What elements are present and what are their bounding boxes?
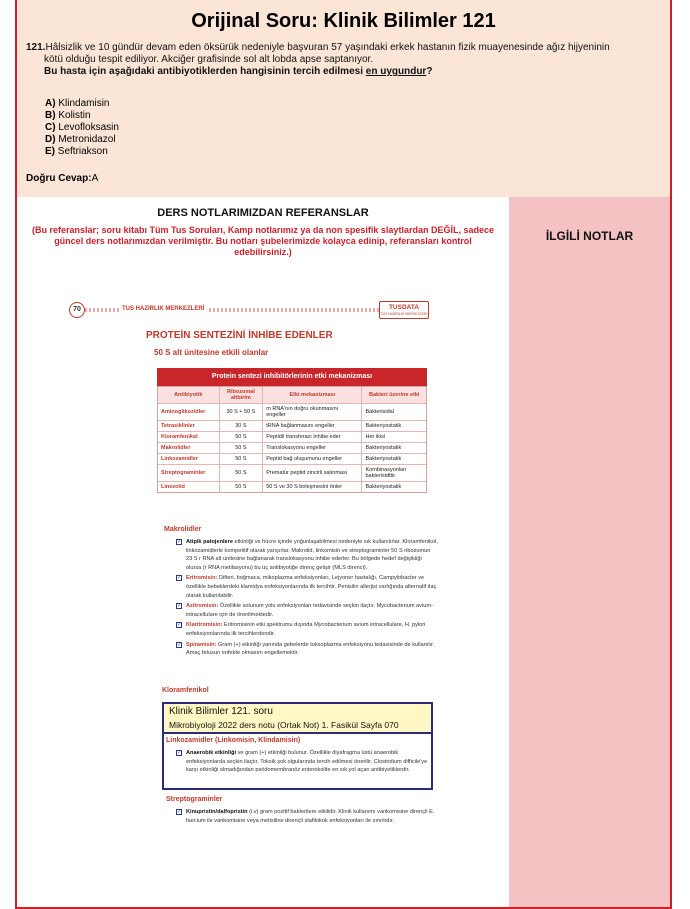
callout-line-1: Klinik Bilimler 121. soru [169,706,273,717]
question-panel [17,0,670,197]
table-header: Ribozomal altbirim [220,387,264,403]
table-cell: Bakteriyostatik [365,445,402,451]
option-letter: D) [45,134,56,145]
table-cell: 50 S ve 30 S birleşmesini önler [263,482,362,492]
option-c [45,122,119,134]
option-letter: A) [45,98,56,109]
book-title: PROTEİN SENTEZİNİ İNHİBE EDENLER [146,330,333,341]
item-keyword: Klaritromisin: [186,622,223,629]
table-cell: 50 S [220,443,264,453]
item-keyword: Azitromisin: [186,603,219,610]
table-cell: Bakteriyostatik [365,423,402,429]
page-frame [15,0,672,909]
checkbox-icon: ✓ [177,750,182,756]
book-subtitle: 50 S alt ünitesine etkili olanlar [154,348,269,357]
section-makrolidler: Makrolidler [164,526,202,533]
table-cell: m RNA'nın doğru okunmasını engeller [263,404,362,420]
option-e [45,146,119,158]
checkbox-icon: ✓ [177,603,182,610]
reference-title: DERS NOTLARIMIZDAN REFERANSLAR [157,207,369,219]
option-b [45,110,119,122]
item-text: ve gram (+) etkinliği bulunur. Özellikle diyafragma üstü anaerobik enfeksiyonlarda seçkin ilaçtır. Toksik şok olgularında tercih edilmesi önerilir. Clostridium difficile'ye karşı etkinliği olmadığından psödomembranöz enterokolite en sık yol açan antibiyotiklerdir. [186,750,428,774]
table-cell: Makrolidler [158,443,220,453]
table-header: Etki mekanizması [263,387,362,403]
option-letter: E) [45,146,55,157]
option-text: Levofloksasin [58,122,119,133]
checkbox-icon: ✓ [177,641,182,648]
item-text: Gram (+) etkinliği yanında gebelerde toksoplazma enfeksiyonu tedavisinde de kullanılır. Amaç fetusun enfekte olmasını engellemektir. [186,641,435,657]
answer-value: A [91,173,99,184]
options-list [45,98,119,158]
table-cell: Aminoglikozidler [158,404,220,420]
list-item [176,621,438,638]
item-keyword: Kinupristin/dalfopristin [186,809,248,815]
table-row [158,404,426,421]
makrolid-list [176,538,438,660]
table-cell: Translokasyonu engeller [263,443,362,453]
page-title: Orijinal Soru: Klinik Bilimler 121 [191,10,496,32]
option-a [45,98,119,110]
table-header: Bakteri üzerine etki [369,392,420,398]
table-cell: Bakteriyostatik [365,456,402,462]
checkbox-icon: ✓ [177,622,182,629]
table-cell: Kloramfenikol [158,432,220,442]
list-item [176,574,438,600]
table-row [158,465,426,482]
table-cell: 30 S + 50 S [220,404,264,420]
question-text [26,42,656,78]
reference-panel [17,197,509,907]
table-cell: Kombinasyonları bakterisidttir. [365,467,407,479]
strepto-list [176,808,438,827]
table-cell: Tetrasiklinler [158,421,220,431]
table-cell: 50 S [220,432,264,442]
table-row [158,482,426,492]
option-letter: B) [45,110,56,121]
option-d [45,134,119,146]
table-row [158,432,426,443]
table-cell: Linezolid [158,482,220,492]
question-prompt-underline: en uygundur [365,66,427,77]
question-prompt-text: Bu hasta için aşağıdaki antibiyotiklerden hangisinin tercih edilmesi [44,66,366,77]
logo-subtext: TUS HAZIRLIK MERKEZLERİ [380,312,428,316]
list-item [176,641,438,658]
list-item [176,538,438,572]
table-cell: 50 S [220,465,264,481]
table-cell: 50 S [220,454,264,464]
question-prompt-mark: ? [426,66,433,77]
table-cell: Her ikisi [365,434,386,440]
linkozamid-list [176,749,431,777]
callout-line-2: Mikrobiyoloji 2022 ders notu (Ortak Not) 1. Fasikül Sayfa 070 [169,720,399,730]
table-cell: Prematür peptid zincirli salınması [263,465,362,481]
table-cell: Peptidil transferazı inhibe eder [263,432,362,442]
correct-answer [26,173,98,184]
book-page-image [69,302,438,827]
book-header-label: TUS HAZIRLIK MERKEZLERİ [119,306,207,312]
table-cell: Peptid bağ oluşumunu engeller [263,454,362,464]
mechanism-table [157,386,427,493]
option-text: Metronidazol [58,134,116,145]
related-notes-panel [509,197,670,907]
option-text: Kolistin [58,110,91,121]
question-prompt [26,66,656,78]
table-header-row [158,387,426,404]
table-cell: 30 S [220,421,264,431]
list-item [176,749,431,775]
item-text: Özellikle solunum yolu enfeksiyonları tedavisinde seçkin ilaçtır. Mycobacterium avium-intracellulare için de önerilmektedir. [186,603,433,618]
table-title: Protein sentezi inhibitörlerinin etki mekanizması [157,368,427,386]
table-row [158,454,426,465]
item-text: Eritromisinin etki spektrumu dışında Mycobacterium avium intracellulare, H. pylori enfeksiyonlarında ilk tercihlerdendir. [186,622,426,637]
list-item [176,602,438,619]
table-cell: Bakteriyostatik [365,484,402,490]
table-cell: Streptograminler [158,465,220,481]
item-keyword: Anaerobik etkinliği [186,750,237,756]
checkbox-icon: ✓ [177,575,182,582]
answer-label: Doğru Cevap: [26,173,92,184]
section-kloramfenikol: Kloramfenikol [162,687,209,694]
section-linkozamidler: Linkozamidler (Linkomisin, Klindamisin) [166,737,301,744]
item-text: etkinliği ve hücre içinde yoğunlaşabilmesi nedeniyle sık kullanılırlar. Kloramfenikol, linkozamidlerle kompetitif olarak yarışırlar. Makrolid, linkomisin ve streptograminler 50 S ribozomun 23 S r RNA alt ünitesine bağlanarak translokasyonu inhibe ederler. Bu bölgede hedef değişikliği olursa (r RNA metilasyonu) bu üç antibiyotiğe direnç gelişir (MLS direnci). [186,539,438,571]
item-text: Difteri, boğmaca, mikoplazma enfeksiyonları, Lejyoner hastalığı, Campylobacter ve özellikle bebeklerdeki klamidya enfeksiyonlarında ilk tercihtir. Penisilin allerjisi varlığında alternatif ilaç olarak kullanılabilir. [186,575,437,599]
option-letter: C) [45,122,56,133]
option-text: Seftriakson [57,146,108,157]
checkbox-icon: ✓ [177,809,182,815]
table-header: Antibiyotik [158,387,220,403]
reference-callout [162,702,433,734]
tusdata-logo [379,301,429,319]
item-text: (i.v) gram pozitif bakterilere etkilidir. Klinik kullanımı vankomisine dirençli E. faecium ile vankomisine veya metisiline dirençli stafilokok enfeksiyonları ile sınırlıdır. [186,809,435,824]
book-page-number: 70 [69,302,85,318]
table-cell: Bakterisidal [365,409,394,415]
section-streptograminler: Streptograminler [166,796,223,803]
item-keyword: Atipik patojenlere [186,539,233,545]
option-text: Klindamisin [58,98,110,109]
checkbox-icon: ✓ [177,539,182,545]
table-row [158,443,426,454]
logo-text: TUSDATA [388,304,420,311]
related-notes-title: İLGİLİ NOTLAR [545,229,634,243]
item-keyword: Eritromisin: [186,575,218,582]
question-number: 121. [26,42,46,53]
item-keyword: Spiramisin: [186,641,217,648]
reference-note: (Bu referanslar; soru kitabı Tüm Tus Soruları, Kamp notlarımız ya da non spesifik slaytlardan DEĞİL, sadece güncel ders notlarımızdan verilmiştir. Bu notları şubelerimizde kolayca edinip, referansları kontrol edebilirsiniz.) [32,225,494,257]
question-line-2: kötü olduğu tespit ediliyor. Akciğer grafisinde sol alt lobda apse saptanıyor. [44,54,374,65]
table-row [158,421,426,432]
table-cell: Linkozamidler [158,454,220,464]
question-line-1: Hâlsizlik ve 10 gündür devam eden öksürük nedeniyle başvuran 57 yaşındaki erkek hastanın fizik muayenesinde ağız hijyeninin [45,42,610,53]
table-cell: tRNA bağlanmasını engeller [263,421,362,431]
list-item [176,808,438,825]
table-cell: 50 S [220,482,264,492]
